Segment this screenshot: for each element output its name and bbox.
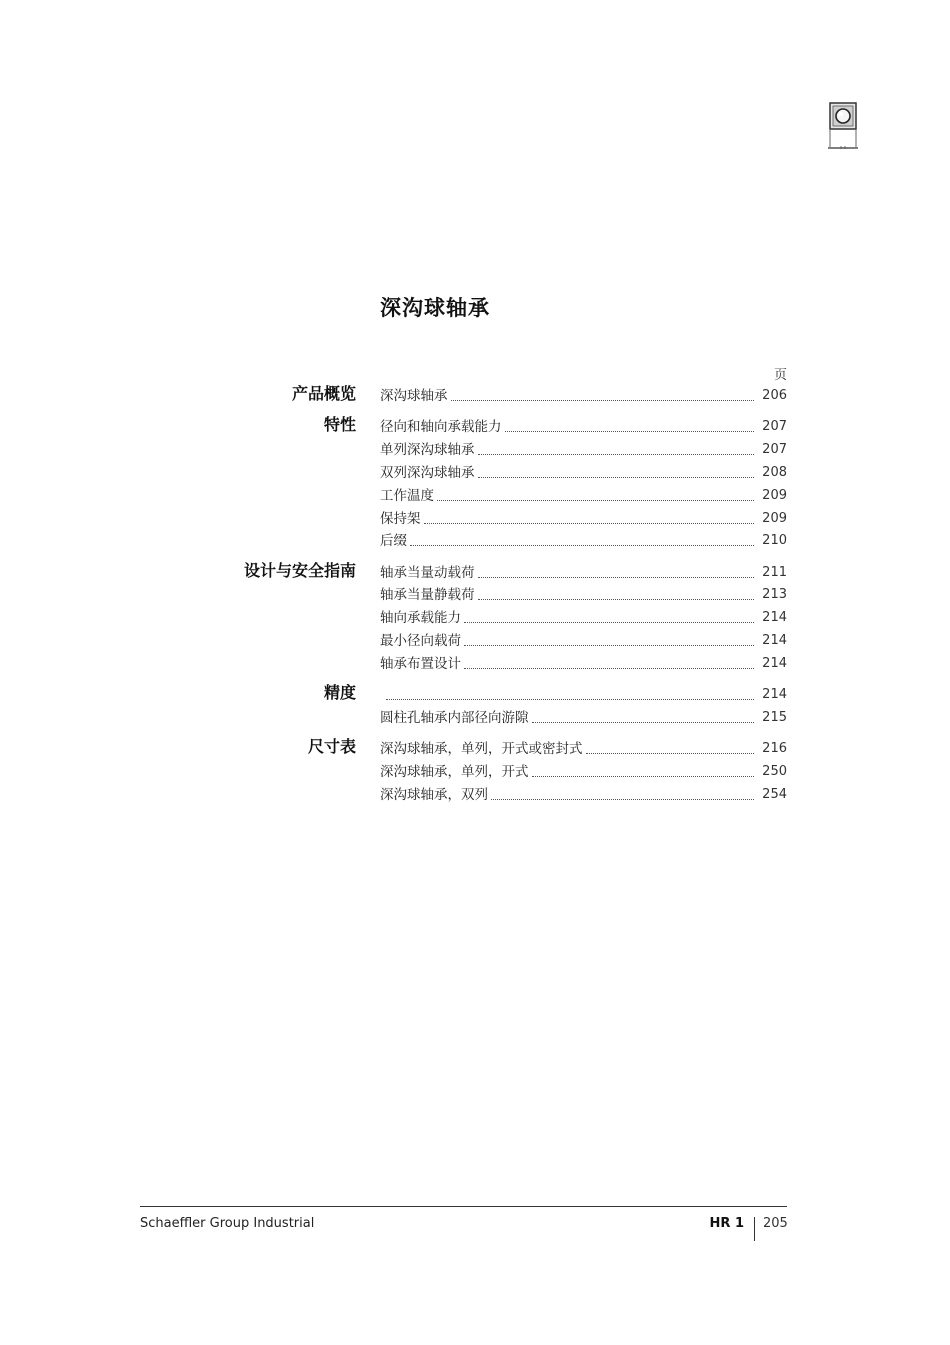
toc-leader-dots — [491, 799, 754, 800]
toc-entry-text: 单列深沟球轴承 — [380, 442, 475, 459]
toc-entry-text: 最小径向载荷 — [380, 633, 461, 649]
toc-entry-page: 214 — [762, 610, 787, 626]
toc-entry-page: 210 — [762, 533, 787, 549]
toc-leader-dots — [505, 431, 755, 432]
toc-entry-page: 206 — [762, 388, 787, 403]
toc-entry[interactable] — [380, 684, 787, 704]
toc-entry-page: 214 — [762, 655, 787, 671]
toc-entry[interactable] — [380, 584, 787, 604]
toc-entry[interactable] — [380, 630, 787, 650]
toc-entry[interactable] — [380, 385, 787, 405]
toc-leader-dots — [437, 500, 754, 501]
toc-section-label: 特性 — [323, 415, 356, 435]
toc-entry-page: 250 — [762, 764, 787, 779]
toc-entry-text: 径向和轴向承载能力 — [380, 419, 502, 436]
toc-entry-page: 207 — [762, 419, 787, 435]
toc-entry-text: 后缀 — [380, 533, 407, 550]
toc-entry-text: 轴承布置设计 — [380, 655, 461, 672]
toc-entry-text: 深沟球轴承，单列，开式 — [380, 764, 529, 780]
footer-catalog: HR 1 — [709, 1216, 744, 1231]
toc-section-label: 设计与安全指南 — [243, 560, 356, 580]
page-column-header: 页 — [773, 368, 787, 383]
toc-leader-dots — [586, 753, 755, 754]
toc-leader-dots — [478, 599, 755, 600]
toc-entry[interactable] — [380, 508, 787, 528]
toc-entry-page: 208 — [762, 464, 787, 480]
toc-entry-page: 213 — [762, 587, 787, 603]
toc-entry-page: 254 — [762, 786, 787, 802]
toc-leader-dots — [386, 699, 754, 700]
toc-leader-dots — [532, 776, 755, 777]
toc-section-label: 产品概览 — [291, 384, 356, 403]
toc-entry-text: 工作温度 — [380, 487, 434, 504]
toc-section-label: 尺寸表 — [307, 737, 356, 757]
footer-company: Schaeffler Group Industrial — [140, 1216, 315, 1231]
toc-entry-page: 214 — [762, 633, 787, 648]
toc-section-label: 精度 — [323, 683, 356, 703]
toc-entry-text: 双列深沟球轴承 — [380, 464, 475, 481]
footer-divider — [140, 1206, 787, 1207]
toc-entry[interactable] — [380, 738, 787, 758]
toc-leader-dots — [464, 622, 754, 623]
toc-entry[interactable] — [380, 439, 787, 459]
toc-entry[interactable] — [380, 653, 787, 673]
toc-entry-text: 轴承当量静载荷 — [380, 587, 475, 604]
toc-leader-dots — [532, 722, 755, 723]
toc-leader-dots — [464, 668, 754, 669]
toc-entry-page: 211 — [762, 564, 787, 580]
footer-separator — [754, 1217, 755, 1241]
toc-leader-dots — [451, 400, 755, 401]
toc-entry-text: 轴承当量动载荷 — [380, 564, 475, 581]
toc-leader-dots — [464, 645, 754, 646]
toc-entry-page: 209 — [762, 487, 787, 503]
toc-entry-text: 保持架 — [380, 510, 421, 527]
toc-entry-page: 207 — [762, 442, 787, 458]
toc-entry[interactable] — [380, 761, 787, 781]
footer-page-number: 205 — [763, 1216, 788, 1231]
toc-entry[interactable] — [380, 462, 787, 482]
toc-entry-page: 215 — [762, 709, 787, 725]
toc-entry-text: 深沟球轴承 — [380, 388, 448, 404]
toc-entry-text: 圆柱孔轴承内部径向游隙 — [380, 709, 529, 726]
toc-entry-text: 深沟球轴承，单列，开式或密封式 — [380, 741, 583, 758]
toc-entry[interactable] — [380, 530, 787, 550]
document-title: 深沟球轴承 — [380, 296, 490, 320]
toc-entry[interactable] — [380, 607, 787, 627]
toc-entry-page: 214 — [762, 687, 787, 703]
toc-entry[interactable] — [380, 416, 787, 436]
toc-leader-dots — [478, 477, 755, 478]
toc-entry[interactable] — [380, 562, 787, 582]
toc-entry-text: 深沟球轴承，双列 — [380, 786, 488, 803]
toc-entry[interactable] — [380, 784, 787, 804]
toc-leader-dots — [410, 545, 754, 546]
toc-leader-dots — [424, 523, 755, 524]
toc-entry[interactable] — [380, 707, 787, 727]
toc-leader-dots — [478, 577, 755, 578]
toc-entry[interactable] — [380, 485, 787, 505]
toc-leader-dots — [478, 454, 755, 455]
toc-entry-page: 209 — [762, 510, 787, 526]
toc-entry-text: 轴向承载能力 — [380, 610, 461, 627]
toc-entry-page: 216 — [762, 741, 787, 757]
